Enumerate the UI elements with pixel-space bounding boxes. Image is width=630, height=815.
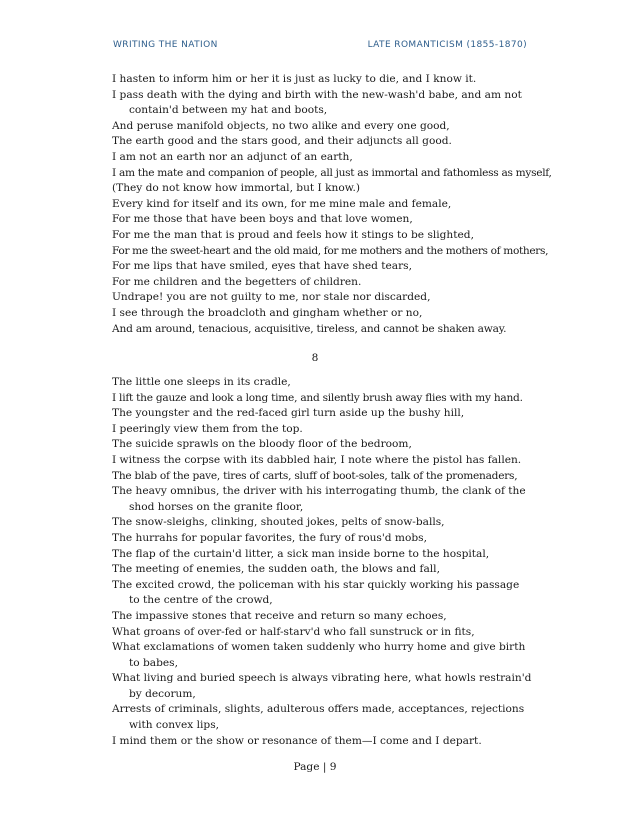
- poem-line: The excited crowd, the policeman with his star quickly working his passage to the centre of the crowd,: [112, 578, 520, 607]
- section-number: 8: [311, 352, 319, 364]
- poem-line: I mind them or the show or resonance of them—I come and I depart.: [112, 734, 482, 747]
- poem-line: For me children and the begetters of children.: [112, 275, 362, 288]
- running-header: [113, 40, 527, 50]
- page-number: Page | 9: [293, 761, 337, 773]
- poem-line: What exclamations of women taken suddenly who hurry home and give birth to babes,: [112, 641, 526, 669]
- poem-line: The blab of the pave, tires of carts, sluff of boot-soles, talk of the promenaders,: [112, 469, 518, 482]
- poem-line: The meeting of enemies, the sudden oath, the blows and fall,: [112, 563, 440, 576]
- poem-line: The flap of the curtain'd litter, a sick man inside borne to the hospital,: [112, 547, 490, 560]
- poem-line: The earth good and the stars good, and their adjuncts all good.: [112, 135, 452, 148]
- poem-line: What living and buried speech is always vibrating here, what howls restrain'd by decorum,: [112, 672, 532, 700]
- poem-line: Undrape! you are not guilty to me, nor stale nor discarded,: [112, 291, 431, 304]
- poem-line: And am around, tenacious, acquisitive, tireless, and cannot be shaken away.: [112, 322, 507, 335]
- poem-line: The heavy omnibus, the driver with his interrogating thumb, the clank of the shod horses on the granite floor,: [112, 485, 526, 513]
- poem-line: The snow-sleighs, clinking, shouted jokes, pelts of snow-balls,: [112, 516, 445, 529]
- poem-line: (They do not know how immortal, but I know.): [112, 182, 361, 195]
- stanza-7: [112, 72, 552, 337]
- poem-line: I pass death with the dying and birth with the new-wash'd babe, and am not contain'd between my hat and boots,: [112, 88, 522, 117]
- header-right-title: LATE ROMANTICISM (1855-1870): [367, 40, 527, 50]
- poem-line: Arrests of criminals, slights, adulterous offers made, acceptances, rejections with convex lips,: [112, 703, 525, 732]
- poem-line: The hurrahs for popular favorites, the fury of rous'd mobs,: [112, 531, 427, 544]
- poem-line: I am not an earth nor an adjunct of an earth,: [112, 150, 353, 163]
- poem-line: For me the sweet-heart and the old maid, for me mothers and the mothers of mothers,: [112, 244, 549, 257]
- poem-line: The suicide sprawls on the bloody floor of the bedroom,: [112, 438, 412, 451]
- poem-line: Every kind for itself and its own, for me mine male and female,: [112, 197, 452, 210]
- poem-line: And peruse manifold objects, no two alike and every one good,: [112, 119, 450, 132]
- stanza-8: [112, 375, 532, 749]
- poem-line: The little one sleeps in its cradle,: [112, 376, 291, 388]
- poem-line: I see through the broadcloth and gingham whether or no,: [112, 306, 423, 319]
- poem-line: For me those that have been boys and that love women,: [112, 213, 413, 226]
- poem-line: I lift the gauze and look a long time, and silently brush away flies with my hand.: [112, 391, 523, 404]
- poem-line: I am the mate and companion of people, all just as immortal and fathomless as myself,: [112, 166, 552, 179]
- poem-line: For me the man that is proud and feels how it stings to be slighted,: [112, 228, 474, 241]
- poem-line: For me lips that have smiled, eyes that have shed tears,: [112, 260, 412, 273]
- header-left-title: WRITING THE NATION: [113, 40, 218, 50]
- poem-line: I hasten to inform him or her it is just as lucky to die, and I know it.: [112, 73, 477, 85]
- poem-line: What groans of over-fed or half-starv'd who fall sunstruck or in fits,: [112, 625, 475, 638]
- poem-line: I peeringly view them from the top.: [112, 422, 303, 435]
- poem-line: I witness the corpse with its dabbled hair, I note where the pistol has fallen.: [112, 453, 522, 466]
- poem-line: The youngster and the red-faced girl turn aside up the bushy hill,: [112, 407, 465, 420]
- poem-line: The impassive stones that receive and return so many echoes,: [112, 609, 447, 622]
